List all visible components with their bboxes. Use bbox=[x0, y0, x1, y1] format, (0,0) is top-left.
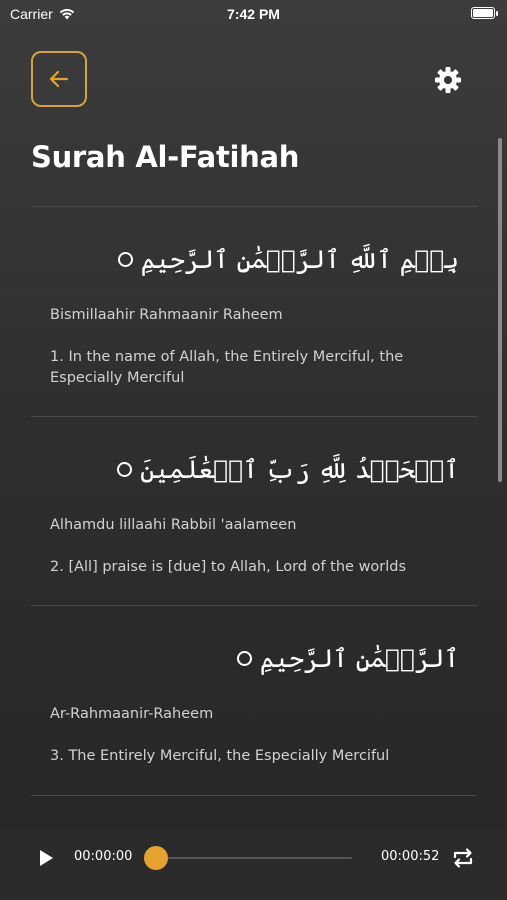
ayah-arabic-text: بِسۡمِ ٱللَّهِ ٱلرَّحۡمَٰنِ ٱلرَّحِيمِ bbox=[140, 245, 459, 274]
ayah-item-3[interactable] bbox=[31, 606, 477, 794]
repeat-icon[interactable] bbox=[451, 847, 475, 869]
total-time: 00:00:52 bbox=[381, 849, 440, 864]
ayah-translation: 2. [All] praise is [due] to Allah, Lord of the worlds bbox=[50, 559, 407, 575]
ayah-arabic-text: ٱلرَّحۡمَٰنِ ٱلرَّحِيمِ bbox=[259, 644, 459, 673]
progress-slider-thumb[interactable] bbox=[144, 846, 168, 870]
ayah-translation: 3. The Entirely Merciful, the Especially Merciful bbox=[50, 748, 390, 764]
gear-icon[interactable] bbox=[434, 66, 462, 94]
ayah-translation: 1. In the name of Allah, the Entirely Merciful, the Especially Merciful bbox=[50, 349, 404, 386]
divider bbox=[31, 795, 477, 796]
back-button[interactable] bbox=[31, 51, 87, 107]
ayah-transliteration: Alhamdu lillaahi Rabbil 'aalameen bbox=[50, 517, 297, 533]
ayah-arabic bbox=[118, 245, 459, 274]
ayah-transliteration: Bismillaahir Rahmaanir Raheem bbox=[50, 307, 283, 323]
current-time: 00:00:00 bbox=[74, 849, 133, 864]
battery-icon bbox=[471, 7, 495, 19]
ayah-arabic-text: ٱلۡحَمۡدُ لِلَّهِ رَبِّ ٱلۡعَٰلَمِينَ bbox=[140, 455, 459, 484]
ayah-item-1[interactable] bbox=[31, 207, 477, 415]
play-icon[interactable] bbox=[38, 849, 54, 867]
status-time: 7:42 PM bbox=[227, 6, 280, 22]
page-title: Surah Al-Fatihah bbox=[31, 140, 300, 174]
ayah-end-marker-icon bbox=[237, 651, 252, 666]
carrier-label: Carrier bbox=[10, 6, 53, 22]
ayah-arabic bbox=[237, 644, 459, 673]
progress-track[interactable] bbox=[156, 857, 352, 859]
ayah-end-marker-icon bbox=[118, 252, 133, 267]
ayah-transliteration: Ar-Rahmaanir-Raheem bbox=[50, 706, 214, 722]
ayah-end-marker-icon bbox=[117, 462, 132, 477]
ayah-item-2[interactable] bbox=[31, 417, 477, 604]
arrow-left-icon bbox=[49, 70, 69, 88]
scrollbar[interactable] bbox=[498, 138, 502, 482]
status-bar bbox=[0, 0, 507, 28]
audio-player bbox=[0, 830, 507, 900]
ayah-arabic bbox=[117, 455, 459, 484]
